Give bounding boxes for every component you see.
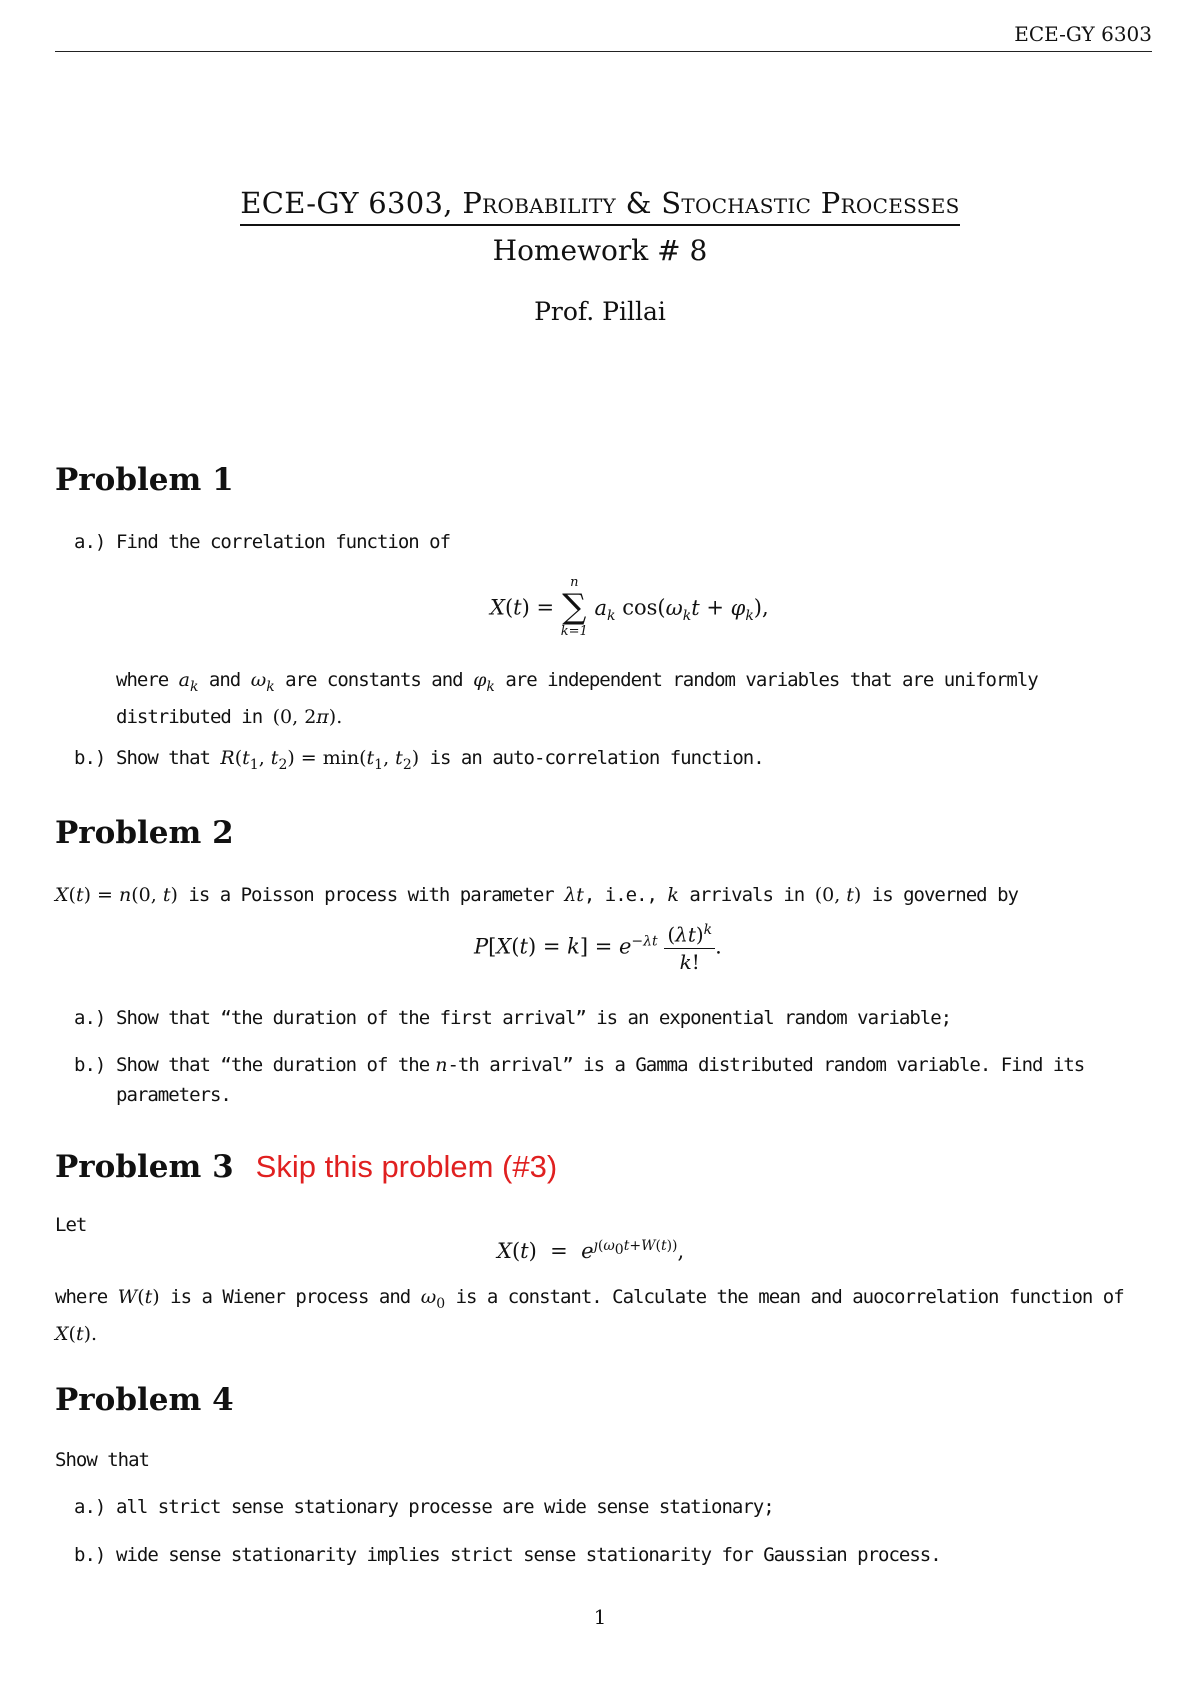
intro-text-4: is governed by [871,884,1018,906]
problem-4-heading: Problem 4 [55,1382,234,1418]
part-text-after: -th arrival” is a Gamma distributed random variable. Find its parameters. [116,1054,1085,1106]
where-text-3: are constants and [285,669,463,691]
where-text-2: and [208,669,241,691]
part-text-before: Show that [116,747,210,769]
part-label: b.) [74,1054,106,1076]
problem-1-part-a [74,527,1154,557]
intro-text-2: , i.e., [583,884,657,906]
part-text: Find the correlation function of [116,531,451,553]
part-label: a.) [74,531,106,553]
document-author: Prof. Pillai [534,297,666,326]
part-text: wide sense stationarity implies strict sense stationarity for Gaussian process. [116,1544,941,1566]
equation-poisson: $P[X(t) = k] = e^{-\lambda t}$ $\frac{(\lambda t)^k}{k!}$ . [474,922,722,974]
document-title: ECE-GY 6303, Probability & Stochastic Processes [240,186,959,226]
part-label: b.) [74,747,106,769]
part-label: b.) [74,1544,106,1566]
title-block [0,186,1200,326]
problem-2-heading: Problem 2 [55,815,234,851]
problem-3-body: where W(t) is a Wiener process and $\omega_0$ is a constant. Calculate the mean and auocorrelation function of X(t). [55,1286,1124,1345]
problem-1-part-b: b.) Show that $R(t_1$, $t_2) = \min(t_1$, $t_2$) is an auto-correlation function. [74,743,1154,780]
part-text-before: Show that “the duration of the [116,1054,430,1076]
equation-x-sum: X(t) = n ∑ k=1 $a_k$ $\cos(\omega_kt + \varphi_k)$, [490,575,769,639]
problem-3-lead: Let [55,1214,87,1236]
intro-text-1: is a Poisson process with parameter [188,884,554,906]
skip-note: Skip this problem (#3) [255,1149,558,1184]
header-rule [55,51,1152,52]
part-label: a.) [74,1007,106,1029]
problem-4-lead: Show that [55,1449,149,1471]
problem-4-part-b [74,1540,1154,1570]
running-header: ECE-GY 6303 [1014,22,1152,46]
part-text: all strict sense stationary processe are wide sense stationary; [116,1496,774,1518]
problem-4-part-a [74,1492,1154,1522]
document-subtitle: Homework # 8 [492,234,708,267]
part-text-after: is an auto-correlation function. [429,747,764,769]
equation-wiener: $X(t) = e^{ȷ(\omega_0t+W(t))}$, [497,1238,685,1263]
problem-2-part-b: b.) Show that “the duration of the n-th arrival” is a Gamma distributed random variable. Find its parameters. [74,1050,1154,1110]
problem-3-heading [55,1149,557,1185]
where-text-1: where [55,1286,108,1308]
page-number: 1 [593,1605,607,1629]
problem-1-heading: Problem 1 [55,462,234,498]
where-text-1: where [116,669,169,691]
problem-3-title: Problem 3 [55,1149,234,1185]
intro-text-3: arrivals in [689,884,805,906]
problem-2-part-a [74,1003,1154,1033]
where-text-4: are independent random variables that are uniformly distributed in [116,669,1038,728]
where-text-2: is a Wiener process and [170,1286,411,1308]
problem-1-where: where $a_k$ and $\omega_k$ are constants and $\varphi_k$ are independent random variables that are uniformly distributed in (0, 2π). [116,669,1038,728]
part-text: Show that “the duration of the first arrival” is an exponential random variable; [116,1007,952,1029]
part-label: a.) [74,1496,106,1518]
where-text-3: is a constant. Calculate the mean and auocorrelation function of [455,1286,1124,1308]
problem-2-intro: X(t) = n(0, t) is a Poisson process with parameter λt, i.e., k arrivals in (0, t) is governed by [55,884,1018,906]
